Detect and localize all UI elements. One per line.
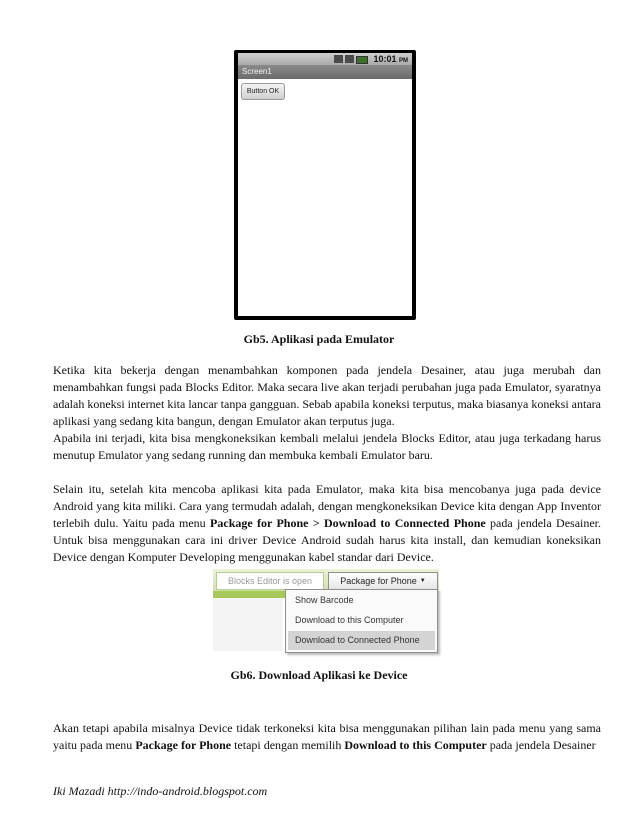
usb-icon xyxy=(334,55,343,63)
paragraph-3-text-c: pada jendela Desainer. Untuk bisa menggunakan cara ini driver Device Android sudah harus kita install, dan kemudian koneksikan Device dengan Komputer Developing menggunakan kabel standar dari Device. xyxy=(53,516,602,564)
blocks-editor-tab[interactable]: Blocks Editor is open xyxy=(216,572,324,590)
package-for-phone-bold: Package for Phone xyxy=(135,738,232,752)
status-icons xyxy=(334,55,368,64)
signal-icon xyxy=(345,55,354,63)
paragraph-3-text-a: Selain itu, setelah kita mencoba aplikasi kita pada Emulator, maka kita bisa mencobanya juga pada device Android yang kita miliki. Cara yang termudah adalah, dengan mengkoneksikan Device kita dengan App Inventor terlebih dulu. Yaitu pada menu xyxy=(53,482,601,530)
paragraph-4 xyxy=(53,720,601,754)
package-for-phone-button[interactable] xyxy=(328,572,438,590)
background-panel xyxy=(213,598,283,651)
emulator-screenshot xyxy=(234,50,416,320)
menu-item-show-barcode[interactable]: Show Barcode xyxy=(295,595,354,605)
paragraph-4-text-e: pada jendela Desainer xyxy=(486,738,596,752)
status-time: 10:01 PM xyxy=(373,54,408,64)
package-menu-screenshot xyxy=(213,569,439,651)
figure-caption-gb6: Gb6. Download Aplikasi ke Device xyxy=(230,668,408,682)
paragraph-4-text-a: Akan tetapi apabila misalnya Device tidak terkoneksi kita bisa menggunakan pilihan lain pada menu yang sama yaitu pada menu xyxy=(53,721,601,752)
package-dropdown-menu xyxy=(285,589,438,653)
screen-title: Screen1 xyxy=(242,67,272,76)
button-ok[interactable]: Button OK xyxy=(241,83,285,100)
menu-path-bold: Package for Phone > Download to Connected Phone xyxy=(210,516,486,530)
paragraph-4-text-c: tetapi dengan memilih xyxy=(231,738,345,752)
paragraph-1: Ketika kita bekerja dengan menambahkan komponen pada jendela Desainer, atau juga merubah dan menambahkan fungsi pada Blocks Editor. Maka secara live akan terjadi perubahan juga pada Emulator, syaratnya adalah koneksi internet kita lancar tanpa gangguan. Sebab apabila koneksi terputus, maka biasanya koneksi antara aplikasi yang sedang kita bangun, dengan Emulator akan terputus juga. xyxy=(53,363,601,428)
paragraph-2: Apabila ini terjadi, kita bisa mengkoneksikan kembali melalui jendela Blocks Editor, atau juga terkadang harus menutup Emulator yang sedang running dan membuka kembali Emulator baru. xyxy=(53,431,601,462)
battery-icon xyxy=(356,56,368,64)
figure-caption-gb5: Gb5. Aplikasi pada Emulator xyxy=(243,332,395,346)
caret-down-icon: ▼ xyxy=(419,578,426,584)
package-for-phone-label: Package for Phone xyxy=(340,576,417,586)
paragraph-3 xyxy=(53,481,601,566)
status-bar xyxy=(238,53,412,65)
emulator-screen xyxy=(238,79,412,316)
menu-item-download-to-connected-phone[interactable]: Download to Connected Phone xyxy=(288,631,435,650)
screen-title-bar xyxy=(238,65,412,79)
download-to-computer-bold: Download to this Computer xyxy=(344,738,487,752)
menu-item-download-to-computer[interactable]: Download to this Computer xyxy=(295,615,404,625)
footer-author: Iki Mazadi http://indo-android.blogspot.com xyxy=(53,784,268,798)
